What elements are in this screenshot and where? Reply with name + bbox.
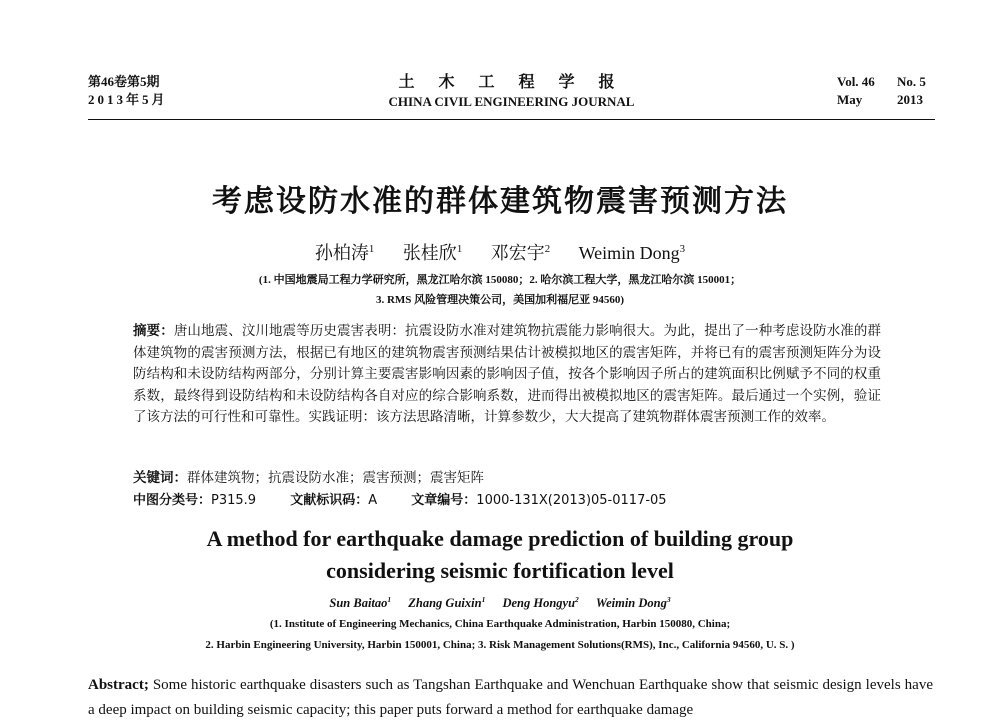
affiliation-en-line1: (1. Institute of Engineering Mechanics, China Earthquake Administration, Harbin 150080, China;	[269, 618, 731, 630]
clc-number: 中图分类号：P315.9	[133, 493, 257, 508]
author-en: Sun Baitao$^1$	[329, 594, 392, 610]
author-zh: 张桂欣$^1$	[402, 243, 463, 263]
author-zh: 邓宏宇$^2$	[490, 243, 551, 263]
keywords-zh	[133, 466, 484, 486]
header-divider	[88, 119, 935, 120]
volume-issue-zh: 第46卷第5期	[88, 74, 160, 89]
issue-number-en: No. 5	[897, 74, 926, 89]
affiliation-zh-line2: 3. RMS 风险管理决策公司，美国加利福尼亚 94560)	[375, 294, 625, 306]
author-list-zh	[0, 239, 1000, 265]
document-code: 文献标识码：A	[290, 493, 378, 508]
affiliation-en-line2: 2. Harbin Engineering University, Harbin 150001, China; 3. Risk Management Solutions(RMS), Inc., California 94560, U. S. )	[205, 639, 795, 651]
paper-title-en-line1: A method for earthquake damage prediction of building group	[206, 526, 794, 551]
journal-name-zh: 土 木 工 程 学 报	[398, 74, 625, 91]
paper-title-en	[0, 523, 1000, 587]
abstract-en-label: Abstract	[88, 677, 144, 693]
paper-title-en-line2: considering seismic fortification level	[326, 558, 674, 583]
date-zh: 2013年5月	[88, 92, 168, 107]
affiliation-zh-line1: (1. 中国地震局工程力学研究所，黑龙江哈尔滨 150080；2. 哈尔滨工程大学，黑龙江哈尔滨 150001；	[258, 274, 742, 286]
journal-header	[88, 73, 935, 118]
author-zh: Weimin Dong$^3$	[578, 243, 686, 263]
month-en: May	[837, 92, 863, 107]
author-en: Deng Hongyu$^2$	[502, 594, 579, 610]
author-zh: 孙柏涛$^1$	[314, 243, 375, 263]
author-list-en	[0, 596, 1000, 611]
issue-info-en	[837, 73, 935, 109]
paper-title-zh: 考虑设防水准的群体建筑物震害预测方法	[212, 184, 788, 219]
classification-info	[133, 489, 697, 508]
journal-name-en: CHINA CIVIL ENGINEERING JOURNAL	[388, 94, 635, 109]
abstract-en: Abstract; Some historic earthquake disasters such as Tangshan Earthquake and Wenchuan Earthquake show that seismic design levels have a deep impact on building seismic capacity; this paper puts forward a method for earthquake damage	[88, 677, 933, 718]
author-en: Weimin Dong$^3$	[595, 594, 671, 610]
journal-name	[88, 73, 935, 111]
article-number: 文章编号：1000-131X(2013)05-0117-05	[411, 493, 667, 508]
keywords-label: 关键词：	[133, 470, 187, 486]
abstract-zh	[133, 321, 881, 429]
author-en: Zhang Guixin$^1$	[408, 594, 486, 610]
abstract-en-text: Some historic earthquake disasters such as Tangshan Earthquake and Wenchuan Earthquake show that seismic design levels have a deep impact on building seismic capacity; this paper puts forward a method for earthquake damage	[88, 677, 933, 718]
keywords-text: 群体建筑物；抗震设防水准；震害预测；震害矩阵	[187, 470, 484, 486]
year-en: 2013	[897, 92, 923, 107]
volume-en: Vol. 46	[837, 74, 875, 89]
abstract-zh-label: 摘要：	[133, 323, 174, 339]
abstract-zh-text: 唐山地震、汶川地震等历史震害表明：抗震设防水准对建筑物抗震能力影响很大。为此，提出了一种考虑设防水准的群体建筑物的震害预测方法，根据已有地区的建筑物震害预测结果估计被模拟地区的震害矩阵，并将已有的震害预测矩阵分为设防结构和未设防结构两部分，分别计算主要震害影响因素的影响因子值，按各个影响因子所占的建筑面积比例赋予不同的权重系数，最终得到设防结构和未设防结构各自对应的综合影响系数，进而得出被模拟地区的震害矩阵。最后通过一个实例，验证了该方法的可行性和可靠性。实践证明：该方法思路清晰，计算参数少，大大提高了建筑物群体震害预测工作的效率。	[133, 323, 882, 425]
